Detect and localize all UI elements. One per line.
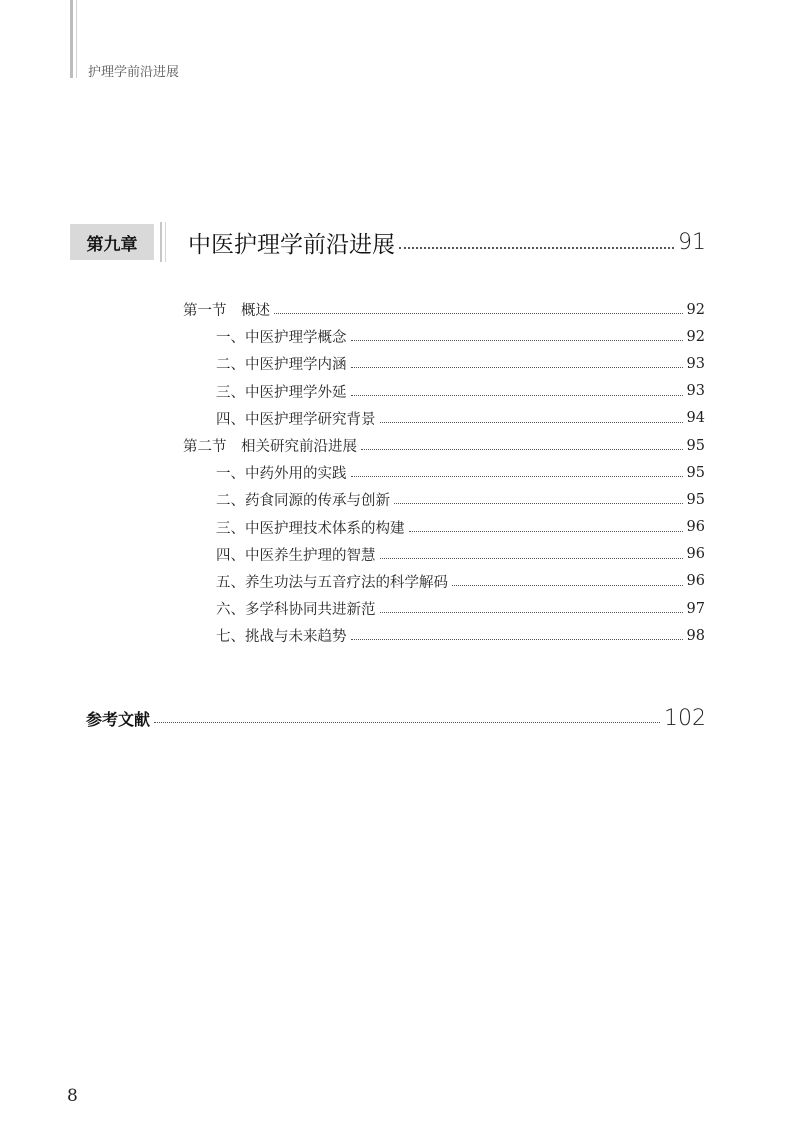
dot-leader bbox=[380, 558, 683, 559]
toc-section[interactable] bbox=[0, 432, 800, 459]
chapter-title: 中医护理学前沿进展 bbox=[188, 231, 395, 258]
toc-entry-page: 95 bbox=[686, 464, 705, 481]
toc-item[interactable] bbox=[0, 350, 800, 377]
dot-leader bbox=[154, 722, 660, 723]
header-rule bbox=[70, 0, 73, 78]
chapter-page-number: 91 bbox=[678, 229, 706, 255]
toc-entry-page: 93 bbox=[686, 355, 705, 372]
toc-section[interactable] bbox=[0, 296, 800, 323]
references-label: 参考文献 bbox=[86, 709, 151, 729]
toc-entry-title: 中医护理学内涵 bbox=[245, 357, 347, 374]
toc-entry-number: 三、 bbox=[216, 520, 245, 537]
toc-item[interactable] bbox=[0, 378, 800, 405]
page-number: 8 bbox=[67, 1086, 78, 1106]
toc-entry-page: 97 bbox=[686, 600, 705, 617]
references-page-number: 102 bbox=[664, 705, 706, 731]
toc-entry-number: 第一节 bbox=[183, 303, 241, 320]
toc-item[interactable] bbox=[0, 568, 800, 595]
toc-entry-page: 95 bbox=[686, 437, 705, 454]
toc-entry-title: 中医护理学研究背景 bbox=[245, 411, 376, 428]
toc-entry-number: 二、 bbox=[216, 493, 245, 510]
toc-item[interactable] bbox=[0, 459, 800, 486]
toc-entry-page: 96 bbox=[686, 573, 705, 590]
toc-entry-page: 92 bbox=[686, 328, 705, 345]
dot-leader bbox=[274, 313, 683, 314]
running-head: 护理学前沿进展 bbox=[88, 65, 180, 80]
toc-entry-number: 一、 bbox=[216, 330, 245, 347]
dot-leader bbox=[351, 395, 683, 396]
chapter-divider-thin bbox=[165, 222, 166, 262]
toc-entry-page: 92 bbox=[686, 301, 705, 318]
toc-entry-number: 四、 bbox=[216, 547, 245, 564]
dot-leader bbox=[351, 340, 683, 341]
toc-entry-title: 中医养生护理的智慧 bbox=[245, 547, 376, 564]
toc-item[interactable] bbox=[0, 541, 800, 568]
toc-entry-title: 中医护理学外延 bbox=[245, 384, 347, 401]
toc-entry-number: 六、 bbox=[216, 602, 245, 619]
toc-entry-page: 95 bbox=[686, 491, 705, 508]
dot-leader bbox=[380, 612, 683, 613]
toc-entry-number: 三、 bbox=[216, 384, 245, 401]
dot-leader bbox=[380, 422, 683, 423]
toc-entry-page: 98 bbox=[686, 627, 705, 644]
table-of-contents bbox=[0, 296, 800, 649]
toc-entry-title: 中医护理学概念 bbox=[245, 330, 347, 347]
toc-entry-page: 96 bbox=[686, 546, 705, 563]
toc-entry-page: 93 bbox=[686, 383, 705, 400]
toc-item[interactable] bbox=[0, 323, 800, 350]
header-rule-thin bbox=[76, 0, 77, 78]
toc-entry-number: 七、 bbox=[216, 629, 245, 646]
toc-item[interactable] bbox=[0, 595, 800, 622]
dot-leader bbox=[399, 247, 674, 249]
toc-entry-title: 多学科协同共进新范 bbox=[245, 602, 376, 619]
toc-entry-number: 第二节 bbox=[183, 439, 241, 456]
chapter-label: 第九章 bbox=[70, 224, 154, 260]
toc-entry-title: 概述 bbox=[241, 303, 270, 320]
toc-entry-number: 四、 bbox=[216, 411, 245, 428]
toc-item[interactable] bbox=[0, 622, 800, 649]
toc-entry-page: 96 bbox=[686, 519, 705, 536]
toc-entry-number: 一、 bbox=[216, 466, 245, 483]
toc-entry-title: 药食同源的传承与创新 bbox=[245, 493, 390, 510]
toc-item[interactable] bbox=[0, 514, 800, 541]
dot-leader bbox=[409, 531, 683, 532]
dot-leader bbox=[361, 449, 683, 450]
toc-entry-number: 五、 bbox=[216, 574, 245, 591]
dot-leader bbox=[351, 367, 683, 368]
chapter-entry[interactable] bbox=[70, 222, 706, 262]
toc-entry-title: 中医护理技术体系的构建 bbox=[245, 520, 405, 537]
toc-entry-title: 养生功法与五音疗法的科学解码 bbox=[245, 574, 448, 591]
dot-leader bbox=[351, 476, 683, 477]
chapter-divider bbox=[160, 222, 162, 262]
toc-entry-number: 二、 bbox=[216, 357, 245, 374]
dot-leader bbox=[452, 585, 683, 586]
toc-item[interactable] bbox=[0, 486, 800, 513]
dot-leader bbox=[351, 639, 683, 640]
dot-leader bbox=[394, 503, 683, 504]
toc-entry-page: 94 bbox=[686, 410, 705, 427]
references-entry[interactable] bbox=[86, 703, 706, 733]
toc-item[interactable] bbox=[0, 405, 800, 432]
toc-entry-title: 挑战与未来趋势 bbox=[245, 629, 347, 646]
toc-entry-title: 中药外用的实践 bbox=[245, 466, 347, 483]
toc-entry-title: 相关研究前沿进展 bbox=[241, 439, 357, 456]
